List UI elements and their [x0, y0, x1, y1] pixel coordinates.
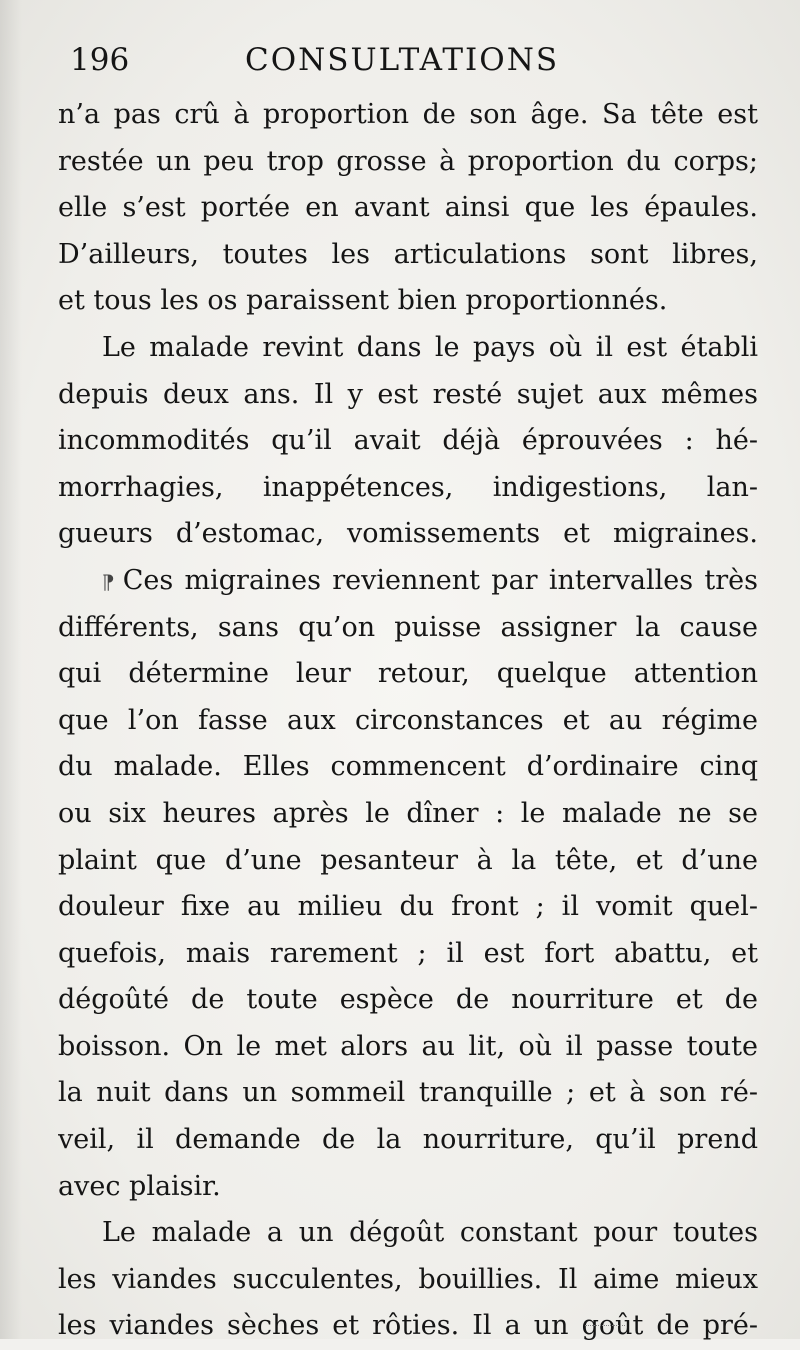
paragraph-start-line — [58, 558, 758, 605]
page-number: 196 — [70, 42, 130, 78]
text-line: douleur fixe au milieu du front ; il vomit quel- — [58, 891, 758, 923]
text-line: n’a pas crû à proportion de son âge. Sa tête est — [58, 99, 758, 130]
paragraph-start-text: Ces migraines reviennent par intervalles très — [122, 564, 758, 596]
text-line: la nuit dans un sommeil tranquille ; et à son ré- — [58, 1077, 758, 1109]
paragraph-start-line: Le malade revint dans le pays où il est établi — [102, 331, 758, 363]
body-text — [58, 92, 758, 1350]
text-line: avec plaisir. — [58, 1170, 221, 1202]
page-fold-shadow — [0, 0, 22, 1339]
text-line: veil, il demande de la nourriture, qu’il prend — [58, 1124, 758, 1156]
running-title: CONSULTATIONS — [245, 42, 560, 78]
text-line: différents, sans qu’on puisse assigner la cause — [58, 611, 758, 643]
text-line: qui détermine leur retour, quelque attention — [58, 658, 758, 690]
text-line: boisson. On le met alors au lit, où il passe toute — [58, 1030, 758, 1062]
paragraph-start-line: Le malade a un dégoût constant pour toutes — [102, 1217, 758, 1249]
page-header — [70, 38, 590, 86]
paragraph-mark-icon: ⁋ — [102, 569, 115, 594]
text-line: dégoûté de toute espèce de nourriture et de — [58, 984, 758, 1016]
text-line: gueurs d’estomac, vomissements et migraines. — [58, 518, 758, 550]
text-line: depuis deux ans. Il y est resté sujet aux mêmes — [58, 378, 758, 410]
text-line: et tous les os paraissent bien proportionnés. — [58, 285, 668, 317]
text-line: quefois, mais rarement ; il est fort abattu, et — [58, 937, 758, 969]
text-line: les viandes sèches et rôties. Il a un goût de pré- — [58, 1310, 758, 1342]
text-line: D’ailleurs, toutes les articulations sont libres, — [58, 238, 758, 270]
text-line: restée un peu trop grosse à proportion du corps; — [58, 145, 758, 177]
text-line: morrhagies, inappétences, indigestions, lan- — [58, 471, 758, 503]
text-line: elle s’est portée en avant ainsi que les épaules. — [58, 192, 758, 224]
text-line: du malade. Elles commencent d’ordinaire cinq — [58, 751, 758, 783]
text-line: incommodités qu’il avait déjà éprouvées : hé- — [58, 425, 758, 457]
text-line: plaint que d’une pesanteur à la tête, et d’une — [58, 844, 758, 876]
text-line: que l’on fasse aux circonstances et au régime — [58, 704, 758, 736]
page-bottom-mark — [585, 1325, 625, 1326]
text-line: ou six heures après le dîner : le malade ne se — [58, 797, 758, 829]
text-line: les viandes succulentes, bouillies. Il aime mieux — [58, 1263, 758, 1295]
